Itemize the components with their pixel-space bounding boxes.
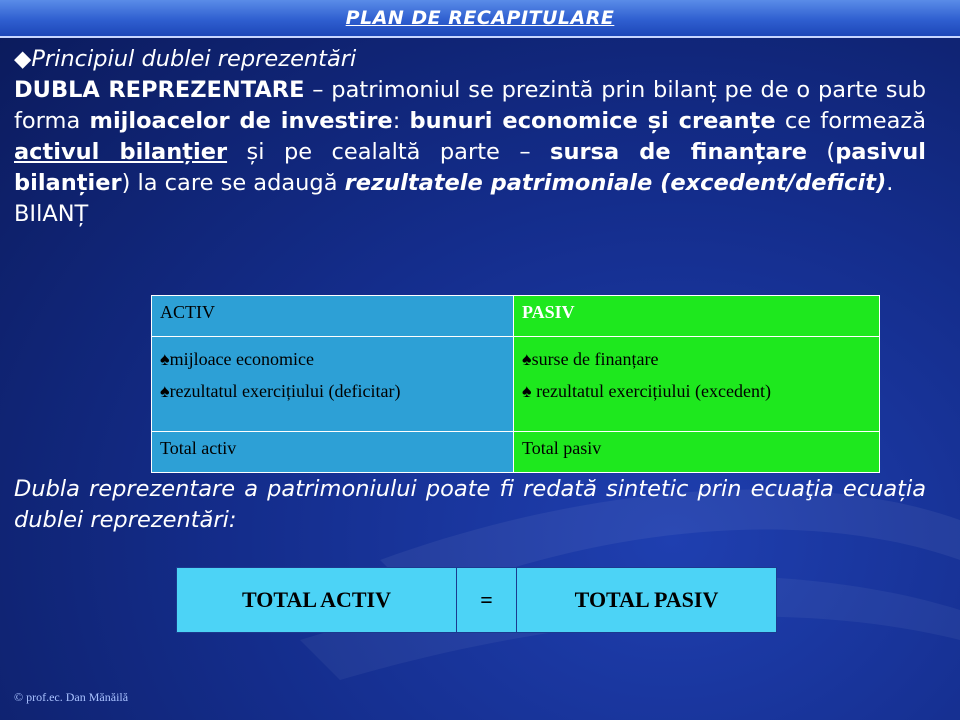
activ-items-cell: [152, 337, 514, 432]
table-row: [152, 296, 880, 337]
pasiv-item-text: rezultatul exercițiului (excedent): [531, 381, 771, 401]
text-segment: ) la care se adaugă: [121, 170, 345, 196]
text-segment: ce formează: [775, 108, 926, 134]
list-item: [160, 375, 505, 407]
definition-paragraph: [14, 75, 926, 199]
equation-sign: =: [457, 568, 517, 633]
text-segment: .: [886, 170, 894, 196]
activ-item-text: rezultatul exercițiului (deficitar): [169, 381, 401, 401]
equation-paragraph: [14, 474, 926, 536]
term-activul-bilantier: activul bilanțier: [14, 139, 228, 165]
text-segment: (: [806, 139, 836, 165]
bilant-label: BIlANȚ: [14, 201, 89, 227]
equation-left: TOTAL ACTIV: [177, 568, 457, 633]
term-rezultatele: rezultatele patrimoniale (excedent/deficit): [344, 170, 887, 196]
text-segment: :: [228, 507, 237, 533]
diamond-bullet-icon: ◆: [14, 46, 32, 72]
main-content: [14, 44, 926, 230]
spade-bullet-icon: ♠: [160, 349, 170, 369]
page-title: PLAN DE RECAPITULARE: [345, 7, 615, 29]
activ-item-text: mijloace economice: [169, 349, 314, 369]
total-pasiv-cell: Total pasiv: [514, 432, 880, 473]
term-bunuri: bunuri economice și creanțe: [409, 108, 776, 134]
spade-bullet-icon: ♠: [160, 381, 170, 401]
list-item: [522, 375, 871, 407]
section-heading: [14, 44, 926, 75]
term-dubla-reprezentare: DUBLA REPREZENTARE: [14, 77, 305, 103]
text-segment: :: [392, 108, 410, 134]
balance-table: [151, 295, 880, 473]
spade-bullet-icon: ♠: [522, 349, 532, 369]
table-row: [152, 337, 880, 432]
spade-bullet-icon: ♠: [522, 381, 532, 401]
header-pasiv: PASIV: [514, 296, 880, 337]
equation-right: TOTAL PASIV: [517, 568, 777, 633]
term-ecuatia: ecuația dublei reprezentări: [14, 476, 926, 533]
table-row: [177, 568, 777, 633]
text-segment: – patrimoniul se prezintă prin bilanț pe de o parte sub forma: [14, 77, 926, 134]
text-segment: și pe cealaltă parte –: [227, 139, 551, 165]
pasiv-item-text: surse de finanțare: [531, 349, 659, 369]
pasiv-items-cell: [514, 337, 880, 432]
table-row: [152, 432, 880, 473]
term-sursa-finantare: sursa de finanțare: [550, 139, 807, 165]
term-pasivul-bilantier: pasivul bilanțier: [14, 139, 926, 196]
heading-text: Principiul dublei reprezentări: [31, 46, 357, 72]
text-segment: Dubla reprezentare a patrimoniului poate fi redată sintetic prin ecuaţia: [14, 476, 843, 502]
header-activ: ACTIV: [152, 296, 514, 337]
equation-table: [176, 567, 777, 633]
title-bar: [0, 0, 960, 38]
term-mijloace: mijloacelor de investire: [89, 108, 393, 134]
list-item: [160, 343, 505, 375]
footer-credit: © prof.ec. Dan Mănăilă: [14, 690, 129, 704]
list-item: [522, 343, 871, 375]
total-activ-cell: Total activ: [152, 432, 514, 473]
